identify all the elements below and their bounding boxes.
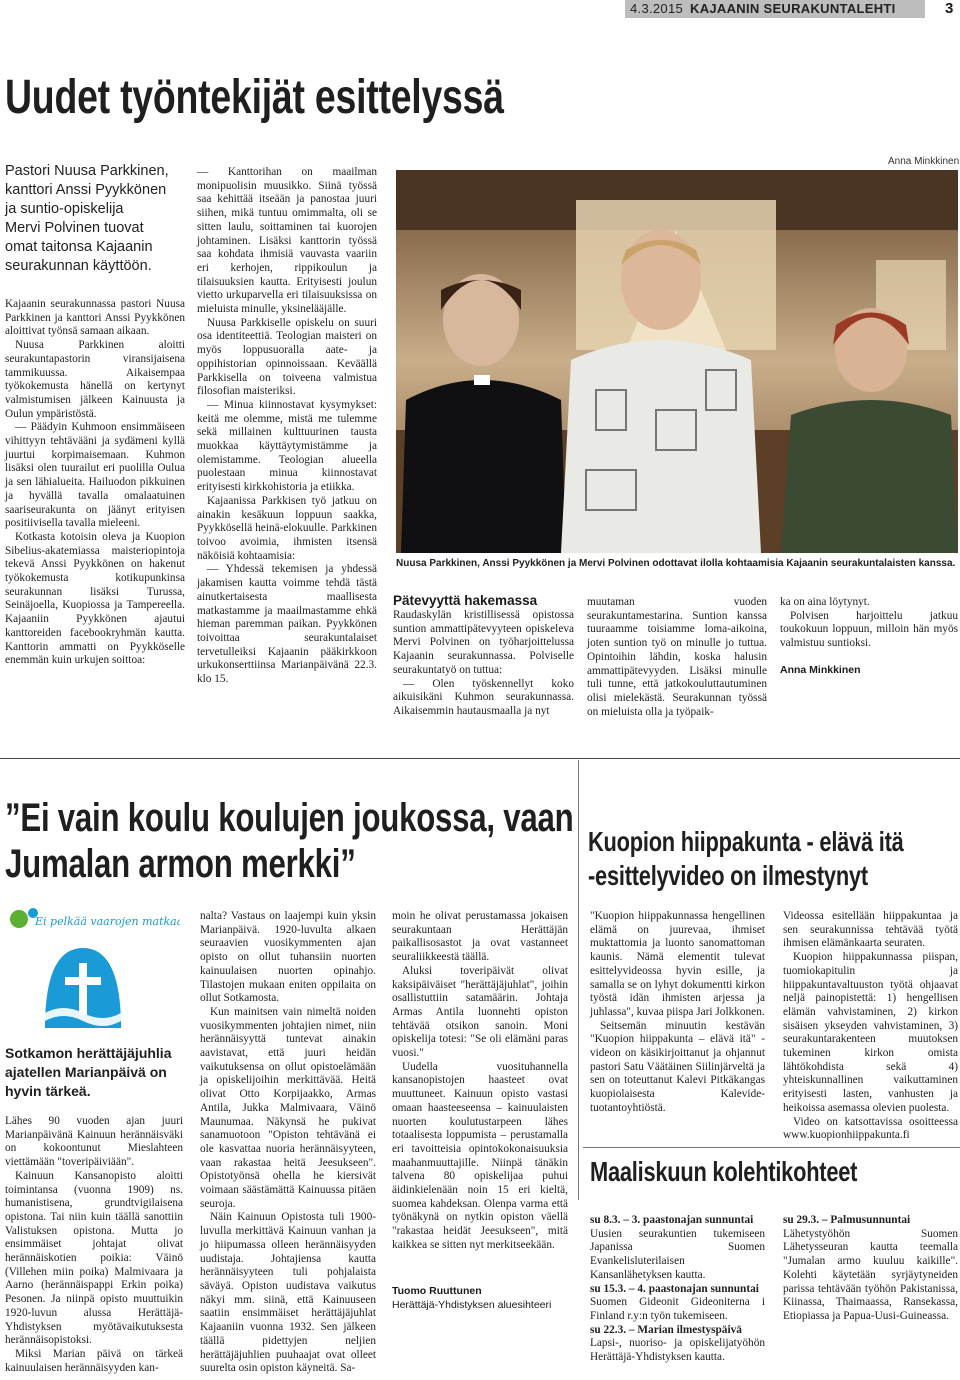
article1-column-2 — [197, 166, 377, 687]
paragraph: — Minua kiinnostavat kysymykset: keitä me olemme, mistä me tulemme sekä millainen kulttuurinen tausta muokkaa käyttäytymistämme ja olemistamme. Teologian alueella puolestaan minua kiinnostavat erityisesti kirkkohistoria ja etiikka. — [197, 398, 377, 494]
group-photo — [396, 170, 958, 553]
logo-script-text: Ei pelkää vaarojen matkaa — [35, 915, 180, 928]
paragraph: Aluksi toveripäivät olivat kaksipäiväiset "herättäjäjuhlat", joihin osallistuttiin satamäärin. Johtaja Armas Antila luonnehti opiston tehtävää otsikon sanoin. Moni opiskelija totesi: "Se oli elämäni paras vuosi." — [392, 964, 568, 1060]
herattaja-logo — [5, 903, 180, 1033]
article2-byline-org: Herättäjä-Yhdistyksen aluesihteeri — [392, 1299, 552, 1311]
collection-text: Suomen Gideonit Gideoniterna i Finland r.y:n työn tukemiseen. — [590, 1296, 765, 1322]
paragraph: — Yhdessä tekemisen ja yhdessä jakamisen kautta voimme tehdä tästä ainutkertaisesta maallisesta matkastamme ja maailmastamme ehkä hieman paremman paikan. Pyykkönen toivoittaa seurakuntalaiset tervetulleiksi Kajaanin pääkirkkoon urkukonserttiinsa Marianpäivänä 22.3. klo 15. — [197, 563, 377, 686]
issue-date: 4.3.2015 — [630, 1, 684, 16]
paragraph: nalta? Vastaus on laajempi kuin yksin Marianpäivä. 1920-luvulta alkaen seuraavien vuosikymmenten ajan opisto on ollut tuhansiin nuorten kainuulaisen nuorten opinahjo. Tilastojen mukaan eniten oppilaita on ollut Sotkamosta. — [200, 910, 376, 1005]
section-divider — [583, 1147, 960, 1148]
article1-column-5 — [780, 596, 958, 651]
cross-wave-logo-image — [5, 903, 180, 1033]
paragraph: — Kanttorihan on maailman monipuolisin muusikko. Siinä työssä saa kehittää itseään ja panostaa juuri siihen, mikä tuntuu omimmalta, oli se sitten laulu, soittaminen tai kuorojen johtaminen. Lisäksi kanttorin työssä saa kohdata ihmisiä vauvasta vaariin eri kerhojen, rippikoulun ja tilaisuuksien kautta. Erityisesti joulun vietto urkuparvella eri tilaisuuksissa on mieluista minulle, yksinelääjälle. — [197, 166, 377, 316]
article2-column-3 — [392, 910, 568, 1253]
article2-column-1 — [5, 1115, 183, 1375]
photo-credit: Anna Minkkinen — [888, 156, 960, 167]
article1-headline: Uudet työntekijät esittelyssä — [5, 71, 504, 124]
photo-caption: Nuusa Parkkinen, Anssi Pyykkönen ja Mervi Polvinen odottavat ilolla kohtaamisia Kajaanin seurakuntalaisten kanssa. — [396, 558, 956, 569]
collection-date: su 22.3. – Marian ilmestyspäivä — [590, 1323, 742, 1336]
paragraph: — Päädyin Kuhmoon ensimmäiseen vihittyyn tehtävääni ja sydämeni kyllä juurtui korpimaisemaan. Kuhmon lisäksi olen tuurailut eri puolilla Oulua ja sen lähialueita. Hailuodon pikkuinen ja hyvällä tavalla omalaatuinen saariseurakunta on jäänyt erityisen positiivisella tavalla mieleeni. — [5, 421, 185, 530]
paragraph: Kainuun Kansanopisto aloitti toimintansa (vuonna 1909) ns. humanistisena, grundtvigilaisena opistona. Tai niin kuin täällä sanottiin Valistuksen opistona. Mutta jo ensimmäiset johtajat olivat herännäiskotien poikia: Väinö (Villehen miin poika) Malmivaara ja Aarno (herännäispappi Erkin poika) Pesonen. Ja niinpä opisto muuttuikin 1920-luvun alussa Herättäjä-Yhdistyksen myötävaikutuksesta herännäisopistoksi. — [5, 1169, 183, 1347]
paragraph: moin he olivat perustamassa jokaisen seurakuntaan Herättäjän paikallisosastot ja ovat vastanneet seuraliikkeestä täällä. — [392, 910, 568, 964]
paragraph: Polvisen harjoittelu jatkuu toukokuun loppuun, milloin hän myös valmistuu suntioksi. — [780, 609, 958, 650]
collection-date: su 8.3. – 3. paastonajan sunnuntai — [590, 1214, 754, 1226]
article4-headline: Maaliskuun kolehtikohteet — [590, 1156, 858, 1187]
paragraph: Videossa esitellään hiippakuntaa ja sen seurakunnissa tehtävää työtä ihmisen elämänkaarta seuraten. — [783, 910, 958, 950]
paragraph: ka on aina löytynyt. — [780, 596, 870, 608]
collection-date: su 15.3. – 4. paastonajan sunnuntai — [590, 1282, 759, 1295]
column-divider — [578, 760, 579, 1200]
article1-subhead: Pätevyyttä hakemassa — [393, 593, 538, 608]
paragraph: Kuopion hiippakunnassa piispan, tuomiokapitulin ja hiippakuntavaltuuston työtä ohjaavat neljä painopistettä: 1) hengellisen elämän vahvistaminen, 2) kirkon sisäisen ykseyden vahvistaminen, 3) seurakuntarakenteen muutoksen tukeminen kirkon omista lähtökohdista sekä 4) yhteiskunnallinen vaikuttaminen erityisesti lasten, vanhusten ja heikoissa asemassa olevien puolesta. — [783, 951, 958, 1114]
article2-lede — [5, 1044, 185, 1101]
article1-column-4 — [587, 596, 767, 719]
paragraph: — Olen työskennellyt koko aikuisikäni Kuhmon seurakunnassa. Aikaisemmin hautausmaalla ja nyt — [393, 677, 574, 717]
article4-column-1 — [590, 1214, 765, 1365]
lede-line: hyvin tärkeä. — [5, 1083, 91, 1099]
collection-text: Uusien seurakuntien tukemiseen Japanissa Suomen Evankelisluterilaisen Kansanlähetyksen kautta. — [590, 1227, 765, 1281]
paragraph: Nuusa Parkkiselle opiskelu on suuri osa identiteettiä. Teologian maisteri on myös loppusuoralla aate- ja oppihistorian opinnoissaan. Keväällä Parkkisella on toiveena valmistua filosofian maisteriksi. — [197, 316, 377, 398]
paragraph: Kajaanin seurakunnassa pastori Nuusa Parkkinen ja kanttori Anssi Pyykkönen aloittivat työnsä samaan aikaan. — [5, 298, 185, 338]
lede-line: kanttori Anssi Pyykkönen — [5, 182, 167, 198]
paragraph: Nuusa Parkkinen aloitti seurakuntapastorin viransijaisena tammikuussa. Aikaisempaa työkokemusta hänellä on kertynyt valmistumisen jälkeen Kainuusta ja Oulun ympäristöstä. — [5, 339, 185, 420]
paragraph: Seitsemän minuutin kestävän "Kuopion hiippakunta – elävä itä" -videon on käsikirjoittanut ja ohjannut pastori Satu Väätäinen Siilinjärveltä ja sen on toteuttanut Kalevi Pitkäkangas kuopiolaisesta Kalevide-tuotantoyhtiöstä. — [590, 1019, 765, 1114]
lede-line: Pastori Nuusa Parkkinen, — [5, 163, 169, 179]
page-number: 3 — [945, 0, 954, 17]
paragraph: Video on katsottavissa osoitteessa www.kuopionhiippakunta.fi — [783, 1115, 958, 1142]
article4-column-2 — [783, 1214, 958, 1324]
article2-byline-name: Tuomo Ruuttunen — [392, 1285, 482, 1297]
lede-line: seurakunnan käyttöön. — [5, 258, 152, 274]
article2-headline — [5, 795, 573, 887]
article3-headline — [588, 825, 904, 893]
headline-line: Kuopion hiippakunta - elävä itä — [588, 826, 904, 857]
paragraph: Miksi Marian päivä on tärkeä kainuulaisen herännäisyyden kan- — [5, 1347, 183, 1374]
lede-line: ajatellen Marianpäivä on — [5, 1064, 167, 1080]
article1-byline: Anna Minkkinen — [780, 664, 861, 676]
paragraph: Uudella vuosituhannella kansanopistojen haasteet ovat muuttuneet. Kainuun opisto vastasi omaan haasteeseensa – kainuulaisten nuorten koulutustarpeen lähes totaalisesta loppumista – perustamalla eri tavoitteisia opintokokonaisuuksia maahanmuuttajille. Niinpä tänäkin talvena 80 opiskelijaa puhui äidinkielenään noin 15 eri kieltä, suomea kahdeksan. Olenpa varma että työnäkynä on nytkin opiston väellä "rakastaa heidät Jeesukseen", mitä kaikkea se sitten nyt merkitseekään. — [392, 1060, 568, 1251]
paragraph: Kotkasta kotoisin oleva ja Kuopion Sibelius-akatemiassa maisteriopintoja tekevä Anssi Pyykkönen on hakenut työkokemusta kotikupunkinsa seurakunnan lisäksi Turussa, Seinäjoella, Kuopiossa ja Tampereella. Kajaaniin Pyykkönen ajautui kanttoreiden facebookryhmän kautta. Kanttorin ammatti on Pyykköselle enemmän kuin urkujen soittoa: — [5, 530, 185, 667]
collection-text: Lapsi-, nuoriso- ja opiskelijatyöhön Herättäjä-Yhdistyksen kautta. — [590, 1337, 765, 1364]
headline-line: -esittelyvideo on ilmestynyt — [588, 860, 868, 891]
lede-line: Mervi Polvinen tuovat — [5, 220, 144, 236]
paragraph: Kajaanissa Parkkisen työ jatkuu on ainakin kesäkuun loppuun saakka, Pyykkösellä heinä-elokuulle. Parkkinen toivoo avoimia, ihmisten itsensä näköisiä kohtaamisia: — [197, 494, 377, 562]
publication-name: KAJAANIN SEURAKUNTALEHTI — [690, 1, 896, 16]
article1-lede — [5, 162, 195, 276]
paragraph: Raudaskylän kristillisessä opistossa suntion ammattipätevyyteen opiskeleva Mervi Polvinen on työharjoittelussa Kajaanin seurakunnassa. Polviselle seurakuntatyö on tuttua: — [393, 609, 574, 676]
section-divider — [0, 758, 960, 759]
collection-text: Lähetystyöhön Suomen Lähetysseuran kautta teemalla "Jumalan armo kuuluu kaikille". Kolehti käytetään syrjäytyneiden parissa tehtävään työhön Pakistanissa, Kiinassa, Thaimaassa, Ransekassa, Etiopiassa ja Papua-Uusi-Guineassa. — [783, 1227, 958, 1322]
article3-column-1 — [590, 910, 765, 1116]
church-interior-image — [396, 170, 958, 553]
article1-column-3 — [393, 609, 574, 719]
headline-line: Jumalan armon merkki” — [5, 842, 356, 886]
lede-line: ja suntio-opiskelija — [5, 201, 124, 217]
paragraph: Kun mainitsen vain nimeltä noiden vuosikymmenten johtajien nimet, niin herännäisyyttä tuntevat ainakin aavistavat, että juuri heidän vaikutuksensa on ollut opistoelämään ja opiskelijoihin merkittävää. Heitä olivat Otto Korpijaakko, Armas Antila, Jukka Malmivaara, Väinö Maunumaa. Näkynsä he pukivat sanamuotoon "Opiston tehtävänä ei ole kasvattaa nuoria herännäisyyteen, vaan rakastaa heitä Jeesukseen". Opistotyönsä ohella he kiersivät voimaan säästämättä Kainuussa pitäen seuroja. — [200, 1005, 376, 1210]
paragraph: Näin Kainuun Opistosta tuli 1900-luvulla merkittävä Kainuun vanhan ja jo hiipumassa olleen herännäisyyden uudistaja. Johtajiensa kautta herännäisyyteen tuli pohjalaista säväyä. Opiston uudistava vaikutus näkyi mm. siinä, että Kainuuseen saatiin ensimmäiset herättäjäjuhlat Kajaaniin vuonna 1932. Sen jälkeen täällä pidettyjen neljien herättäjäjuhlien puuhaajat ovat olleet suurelta osin opiston käyneitä. Sa- — [200, 1211, 376, 1375]
paragraph: "Kuopion hiippakunnassa hengellinen elämä on juurevaa, ihmiset muktattomia ja luonto sanomattoman kaunis. Nämä elementit tulevat esittelyvideossa hyvin esille, ja samalla se on lyhyt dokumentti kirkon työstä idän ihmisten arjessa ja juhlassa", kuvaa piispa Jari Jolkkonen. — [590, 910, 765, 1018]
collection-date: su 29.3. – Palmusunnuntai — [783, 1214, 911, 1226]
lede-line: Sotkamon herättäjäjuhlia — [5, 1045, 172, 1061]
lede-line: omat taitonsa Kajaanin — [5, 239, 153, 255]
article2-column-2 — [200, 910, 376, 1376]
paragraph: Lähes 90 vuoden ajan juuri Marianpäivänä Kainuun herännäisväki on kokoontunut Mieslahteen viettämään "toveripäiviään". — [5, 1115, 183, 1169]
article1-column-1 — [5, 298, 185, 668]
headline-line: ”Ei vain koulu koulujen joukossa, vaan — [5, 796, 574, 840]
paragraph: muutaman vuoden seurakuntamestarina. Suntion kanssa tuuraamme toisiamme loma-aikoina, joten suntion työ on minulle jo tuttua. Opintoihin lähdin, koska halusin ammattipätevyyden. Lisäksi minulle tuli tunne, että jatkokouluttautuminen olisi mielekästä. Seurakunnan työssä on mieluista olla ja työpaik- — [587, 596, 767, 718]
article3-column-2 — [783, 910, 958, 1143]
